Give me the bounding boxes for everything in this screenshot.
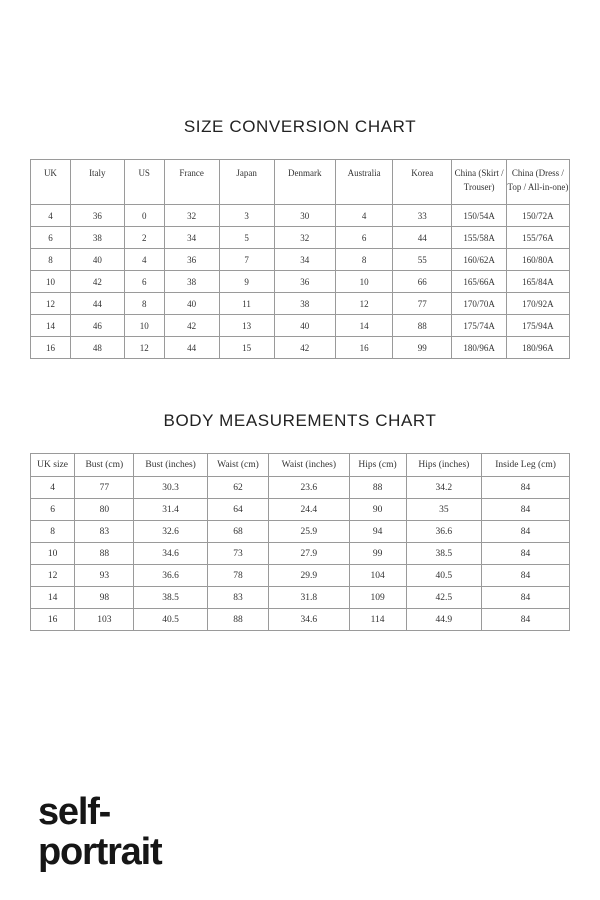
table-cell: 4	[336, 205, 393, 227]
column-header: UK	[31, 160, 71, 205]
table-cell: 40	[164, 293, 219, 315]
table-row	[31, 337, 570, 359]
table-cell: 31.4	[134, 499, 207, 521]
table-cell: 175/94A	[506, 315, 569, 337]
table-cell: 93	[75, 565, 134, 587]
table-cell: 109	[349, 587, 406, 609]
table-cell: 6	[336, 227, 393, 249]
table-cell: 6	[124, 271, 164, 293]
table-cell: 78	[207, 565, 268, 587]
table-cell: 12	[31, 293, 71, 315]
table-cell: 16	[31, 337, 71, 359]
table-cell: 68	[207, 521, 268, 543]
logo-line-2: portrait	[38, 831, 162, 874]
column-header: Denmark	[274, 160, 335, 205]
table-cell: 29.9	[269, 565, 349, 587]
table-cell: 98	[75, 587, 134, 609]
table-cell: 42	[70, 271, 124, 293]
table-cell: 38.5	[134, 587, 207, 609]
table-cell: 14	[336, 315, 393, 337]
table-cell: 44	[393, 227, 452, 249]
table-cell: 150/54A	[452, 205, 506, 227]
table-cell: 88	[393, 315, 452, 337]
table-cell: 12	[336, 293, 393, 315]
column-header: Italy	[70, 160, 124, 205]
table-cell: 25.9	[269, 521, 349, 543]
column-header: Inside Leg (cm)	[482, 454, 570, 477]
table-cell: 5	[219, 227, 274, 249]
table-cell: 180/96A	[506, 337, 569, 359]
table-cell: 84	[482, 587, 570, 609]
table-cell: 99	[349, 543, 406, 565]
column-header: France	[164, 160, 219, 205]
table-cell: 36	[274, 271, 335, 293]
body-measurements-table	[30, 453, 570, 631]
table-cell: 66	[393, 271, 452, 293]
table-cell: 62	[207, 477, 268, 499]
table-row	[31, 521, 570, 543]
table-cell: 99	[393, 337, 452, 359]
table-cell: 33	[393, 205, 452, 227]
table-row	[31, 315, 570, 337]
column-header: Hips (inches)	[406, 454, 481, 477]
table-cell: 32	[164, 205, 219, 227]
table-cell: 84	[482, 477, 570, 499]
table-cell: 46	[70, 315, 124, 337]
table-row	[31, 543, 570, 565]
size-conversion-table-container	[30, 159, 570, 359]
size-conversion-table	[30, 159, 570, 359]
logo-line-1: self-	[38, 791, 111, 833]
table-cell: 38.5	[406, 543, 481, 565]
table-cell: 0	[124, 205, 164, 227]
table-cell: 48	[70, 337, 124, 359]
table-cell: 160/62A	[452, 249, 506, 271]
table-cell: 30	[274, 205, 335, 227]
table-cell: 34	[164, 227, 219, 249]
table-row	[31, 249, 570, 271]
table-cell: 38	[274, 293, 335, 315]
table-cell: 34.6	[269, 609, 349, 631]
table-cell: 7	[219, 249, 274, 271]
table-cell: 44.9	[406, 609, 481, 631]
table-cell: 160/80A	[506, 249, 569, 271]
table-cell: 38	[70, 227, 124, 249]
table-cell: 84	[482, 521, 570, 543]
column-header: Korea	[393, 160, 452, 205]
table-cell: 27.9	[269, 543, 349, 565]
table-row	[31, 205, 570, 227]
table-cell: 180/96A	[452, 337, 506, 359]
column-header: Waist (inches)	[269, 454, 349, 477]
table-cell: 170/92A	[506, 293, 569, 315]
table-cell: 36	[70, 205, 124, 227]
table-cell: 44	[164, 337, 219, 359]
table-cell: 10	[336, 271, 393, 293]
table-cell: 10	[31, 271, 71, 293]
table-cell: 88	[349, 477, 406, 499]
table-row	[31, 293, 570, 315]
column-header: Hips (cm)	[349, 454, 406, 477]
table-cell: 77	[393, 293, 452, 315]
table-cell: 8	[31, 521, 75, 543]
table-cell: 32.6	[134, 521, 207, 543]
table-cell: 34.6	[134, 543, 207, 565]
table-cell: 10	[31, 543, 75, 565]
header-row	[31, 160, 570, 205]
table-cell: 31.8	[269, 587, 349, 609]
table-cell: 103	[75, 609, 134, 631]
table-cell: 170/70A	[452, 293, 506, 315]
body-measurements-chart-title: BODY MEASUREMENTS CHART	[163, 411, 437, 430]
table-cell: 23.6	[269, 477, 349, 499]
table-cell: 16	[31, 609, 75, 631]
table-row	[31, 565, 570, 587]
table-cell: 4	[31, 477, 75, 499]
table-cell: 94	[349, 521, 406, 543]
table-cell: 36.6	[406, 521, 481, 543]
table-cell: 104	[349, 565, 406, 587]
table-cell: 40	[274, 315, 335, 337]
table-row	[31, 609, 570, 631]
table-cell: 42.5	[406, 587, 481, 609]
table-cell: 14	[31, 315, 71, 337]
table-cell: 2	[124, 227, 164, 249]
self-portrait-logo[interactable]	[38, 792, 161, 873]
table-cell: 40.5	[406, 565, 481, 587]
table-row	[31, 499, 570, 521]
table-row	[31, 227, 570, 249]
table-cell: 42	[274, 337, 335, 359]
table-cell: 83	[207, 587, 268, 609]
table-cell: 55	[393, 249, 452, 271]
table-cell: 11	[219, 293, 274, 315]
table-cell: 12	[31, 565, 75, 587]
table-cell: 12	[124, 337, 164, 359]
table-cell: 84	[482, 499, 570, 521]
table-cell: 3	[219, 205, 274, 227]
table-cell: 34	[274, 249, 335, 271]
column-header: UK size	[31, 454, 75, 477]
table-cell: 16	[336, 337, 393, 359]
table-cell: 6	[31, 227, 71, 249]
table-cell: 64	[207, 499, 268, 521]
table-cell: 84	[482, 543, 570, 565]
table-cell: 90	[349, 499, 406, 521]
table-cell: 32	[274, 227, 335, 249]
table-cell: 150/72A	[506, 205, 569, 227]
table-cell: 10	[124, 315, 164, 337]
table-cell: 13	[219, 315, 274, 337]
column-header: Waist (cm)	[207, 454, 268, 477]
table-cell: 165/84A	[506, 271, 569, 293]
table-row	[31, 587, 570, 609]
table-cell: 84	[482, 565, 570, 587]
table-cell: 36	[164, 249, 219, 271]
table-cell: 35	[406, 499, 481, 521]
size-conversion-chart-title: SIZE CONVERSION CHART	[183, 117, 417, 136]
column-header: Australia	[336, 160, 393, 205]
table-cell: 8	[336, 249, 393, 271]
table-cell: 40.5	[134, 609, 207, 631]
table-cell: 4	[31, 205, 71, 227]
table-row	[31, 271, 570, 293]
table-cell: 84	[482, 609, 570, 631]
table-cell: 155/76A	[506, 227, 569, 249]
table-cell: 15	[219, 337, 274, 359]
column-header: Bust (inches)	[134, 454, 207, 477]
table-cell: 38	[164, 271, 219, 293]
table-cell: 80	[75, 499, 134, 521]
header-row	[31, 454, 570, 477]
table-cell: 42	[164, 315, 219, 337]
table-cell: 175/74A	[452, 315, 506, 337]
table-cell: 4	[124, 249, 164, 271]
table-cell: 155/58A	[452, 227, 506, 249]
table-cell: 165/66A	[452, 271, 506, 293]
table-cell: 77	[75, 477, 134, 499]
table-cell: 9	[219, 271, 274, 293]
table-cell: 24.4	[269, 499, 349, 521]
table-cell: 83	[75, 521, 134, 543]
table-row	[31, 477, 570, 499]
table-cell: 114	[349, 609, 406, 631]
table-cell: 30.3	[134, 477, 207, 499]
column-header: Japan	[219, 160, 274, 205]
column-header: US	[124, 160, 164, 205]
table-cell: 36.6	[134, 565, 207, 587]
table-cell: 88	[207, 609, 268, 631]
table-cell: 8	[31, 249, 71, 271]
table-cell: 73	[207, 543, 268, 565]
table-cell: 44	[70, 293, 124, 315]
body-measurements-table-container	[30, 453, 570, 631]
column-header: China (Dress / Top / All-in-one)	[506, 160, 569, 205]
table-cell: 88	[75, 543, 134, 565]
table-cell: 40	[70, 249, 124, 271]
table-cell: 34.2	[406, 477, 481, 499]
table-cell: 8	[124, 293, 164, 315]
table-cell: 14	[31, 587, 75, 609]
table-cell: 6	[31, 499, 75, 521]
column-header: Bust (cm)	[75, 454, 134, 477]
column-header: China (Skirt / Trouser)	[452, 160, 506, 205]
